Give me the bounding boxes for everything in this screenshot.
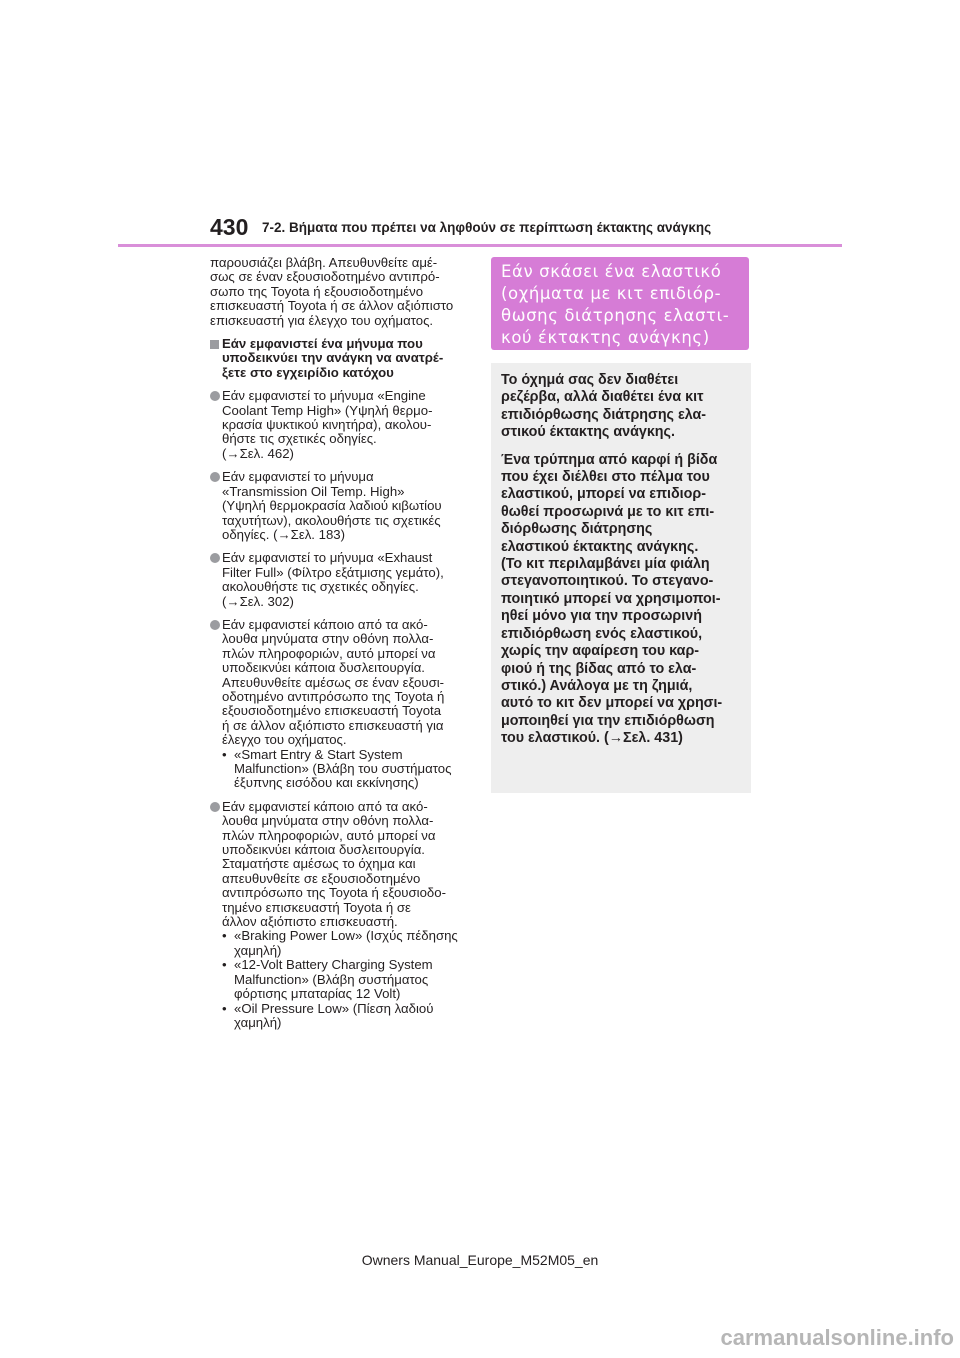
round-bullet-icon	[210, 472, 220, 482]
section-heading	[210, 337, 472, 380]
info-box	[491, 363, 751, 793]
heading-line: ξετε στο εγχειρίδιο κατόχου	[222, 364, 394, 380]
info-line: φιού ή της βίδας από το ελα-	[501, 660, 697, 677]
bullet-line: (→Σελ. 302)	[222, 593, 294, 609]
info-line: στικό.) Ανάλογα με τη ζημιά,	[501, 677, 693, 694]
bullet-line: Σταματήστε αμέσως το όχημα και	[222, 856, 416, 872]
sub-bullet-item	[222, 748, 472, 791]
bullet-line: τημένο επισκευαστή Toyota ή σε	[222, 899, 411, 915]
bullet-line: πλών πληροφοριών, αυτό μπορεί να	[222, 827, 436, 843]
bullet-line: ταχυτήτων), ακολουθήστε τις σχετικές	[222, 512, 441, 528]
round-bullet-icon	[210, 802, 220, 812]
info-line: (Το κιτ περιλαμβάνει μία φιάλη	[501, 556, 710, 573]
info-line: ηθεί μόνο για την προσωρινή	[501, 608, 702, 625]
sub-bullet-item	[222, 1002, 472, 1031]
header-rule	[118, 244, 842, 247]
bullet-line: Απευθυνθείτε αμέσως σε έναν εξουσι-	[222, 674, 445, 690]
bullet-line: έλεγχο του οχήματος.	[222, 732, 347, 748]
intro-paragraph	[210, 256, 472, 328]
info-line: επιδιόρθωσης διάτρησης ελα-	[501, 406, 707, 423]
bullet-line: Coolant Temp High» (Υψηλή θερμο-	[222, 402, 433, 418]
sub-bullet-item	[222, 958, 472, 1001]
bullet-line: Εάν εμφανιστεί το μήνυμα «Exhaust	[222, 550, 433, 566]
intro-line: παρουσιάζει βλάβη. Απευθυνθείτε αμέ-	[210, 255, 438, 270]
bullet-line: οδοτημένο αντιπρόσωπο της Toyota ή	[222, 688, 445, 704]
page-number: 430	[210, 214, 249, 240]
bullet-item	[210, 618, 472, 791]
intro-line: σως σε έναν εξουσιοδοτημένο αντιπρό-	[210, 269, 440, 285]
sub-bullet-marker: •	[222, 746, 227, 762]
bullet-line: (Υψηλή θερμοκρασία λαδιού κιβωτίου	[222, 498, 442, 514]
info-line: μοποιηθεί για την επιδιόρθωση	[501, 712, 715, 729]
bullet-line: (→Σελ. 462)	[222, 445, 294, 461]
info-line: που έχει διέλθει στο πέλμα του	[501, 469, 710, 486]
sub-bullet-marker: •	[222, 1000, 227, 1016]
bullet-line: εξουσιοδοτημένο επισκευαστή Toyota	[222, 703, 442, 719]
sub-bullet-line: Malfunction» (Βλάβη συστήματος	[234, 971, 429, 987]
banner-line: κού έκτακτης ανάγκης)	[501, 328, 710, 347]
info-line: διόρθωσης διάτρησης	[501, 521, 653, 538]
bullet-line: οδηγίες. (→Σελ. 183)	[222, 526, 346, 542]
footer-manual-id: Owners Manual_Europe_M52M05_en	[361, 1252, 599, 1268]
bullet-line: ή σε άλλον αξιόπιστο επισκευαστή για	[222, 717, 444, 733]
info-line: Το όχημά σας δεν διαθέτει	[501, 372, 679, 388]
sub-bullet-line: «Braking Power Low» (Ισχύς πέδησης	[234, 928, 458, 944]
bullet-line: ακολουθήστε τις σχετικές οδηγίες.	[222, 579, 419, 595]
heading-line: υποδεικνύει την ανάγκη να ανατρέ-	[222, 350, 444, 366]
bullet-line: κρασία ψυκτικού κινητήρα), ακολου-	[222, 417, 432, 433]
bullet-line: Εάν εμφανιστεί το μήνυμα	[222, 469, 374, 485]
bullet-line: υποδεικνύει κάποια δυσλειτουργία.	[222, 842, 425, 858]
bullet-line: Filter Full» (Φίλτρο εξάτμισης γεμάτο),	[222, 564, 444, 580]
sub-bullet-marker: •	[222, 928, 227, 944]
info-paragraph-1	[501, 372, 751, 442]
info-line: του ελαστικού. (→Σελ. 431)	[501, 730, 683, 747]
section-title: 7-2. Βήματα που πρέπει να ληφθούν σε περίπτωση έκτακτης ανάγκης	[262, 220, 712, 235]
info-line: ρεζέρβα, αλλά διαθέτει ένα κιτ	[501, 389, 704, 406]
info-paragraph-2	[501, 452, 751, 748]
info-line: χωρίς την αφαίρεση του καρ-	[501, 643, 700, 660]
sub-bullet-item	[222, 929, 472, 958]
sub-bullet-line: έξυπνης εισόδου και εκκίνησης)	[234, 775, 419, 791]
info-line: θωθεί προσωρινά με το κιτ επι-	[501, 503, 715, 520]
sub-bullet-line: «Oil Pressure Low» (Πίεση λαδιού	[234, 1000, 434, 1016]
bullet-line: υποδεικνύει κάποια δυσλειτουργία.	[222, 660, 425, 676]
bullet-item	[210, 389, 472, 461]
sub-bullet-line: χαμηλή)	[234, 1014, 282, 1030]
bullet-line: λουθα μηνύματα στην οθόνη πολλα-	[222, 631, 434, 647]
bullet-line: αντιπρόσωπο της Toyota ή εξουσιοδο-	[222, 885, 446, 901]
bullet-line: Εάν εμφανιστεί κάποιο από τα ακό-	[222, 798, 428, 814]
sub-bullet-line: φόρτισης μπαταρίας 12 Volt)	[234, 986, 401, 1002]
info-line: επιδιόρθωση ενός ελαστικού,	[501, 625, 703, 642]
banner-line: θωσης διάτρησης ελαστι-	[501, 306, 730, 325]
round-bullet-icon	[210, 620, 220, 630]
sub-bullet-line: χαμηλή)	[234, 942, 282, 958]
bullet-item	[210, 800, 472, 1031]
bullet-line: άλλον αξιόπιστο επισκευαστή.	[222, 914, 398, 930]
banner-line: Εάν σκάσει ένα ελαστικό	[501, 262, 722, 281]
bullet-item	[210, 551, 472, 609]
sub-bullet-marker: •	[222, 957, 227, 973]
sub-bullet-line: «Smart Entry & Start System	[234, 746, 403, 762]
left-column	[210, 256, 472, 1039]
watermark: carmanualsonline.info	[720, 1325, 954, 1350]
bullet-line: «Transmission Oil Temp. High»	[222, 483, 405, 499]
bullet-line: Εάν εμφανιστεί κάποιο από τα ακό-	[222, 616, 428, 632]
bullet-line: Εάν εμφανιστεί το μήνυμα «Engine	[222, 388, 426, 404]
bullet-line: απευθυνθείτε σε εξουσιοδοτημένο	[222, 870, 421, 886]
intro-line: σωπο της Toyota ή εξουσιοδοτημένο	[210, 283, 424, 299]
bullet-item	[210, 470, 472, 542]
intro-line: επισκευαστή για έλεγχο του οχήματος.	[210, 312, 434, 328]
banner-line: (οχήματα με κιτ επιδιόρ-	[501, 284, 722, 303]
heading-line: Εάν εμφανιστεί ένα μήνυμα που	[222, 336, 423, 352]
bullet-line: λουθα μηνύματα στην οθόνη πολλα-	[222, 813, 434, 829]
bullet-list	[210, 389, 472, 1030]
info-line: Ένα τρύπημα από καρφί ή βίδα	[501, 451, 718, 468]
section-banner	[491, 257, 749, 350]
intro-line: επισκευαστή Toyota ή σε άλλον αξιόπιστο	[210, 298, 454, 314]
info-line: ελαστικού έκτακτης ανάγκης.	[501, 538, 699, 555]
sub-bullet-line: Malfunction» (Βλάβη του συστήματος	[234, 761, 452, 776]
info-line: αυτό το κιτ δεν μπορεί να χρησι-	[501, 695, 723, 712]
info-line: στεγανοποιητικού. Το στεγανο-	[501, 573, 714, 590]
sub-bullet-line: «12-Volt Battery Charging System	[234, 957, 433, 973]
bullet-line: θήστε τις σχετικές οδηγίες.	[222, 431, 377, 447]
paragraph-gap	[501, 442, 751, 452]
info-line: ποιητικό μπορεί να χρησιμοποι-	[501, 590, 721, 607]
info-line: στικού έκτακτης ανάγκης.	[501, 424, 675, 441]
bullet-line: πλών πληροφοριών, αυτό μπορεί να	[222, 645, 436, 661]
square-bullet-icon	[210, 340, 219, 349]
round-bullet-icon	[210, 391, 220, 401]
round-bullet-icon	[210, 553, 220, 563]
info-line: ελαστικού, μπορεί να επιδιορ-	[501, 486, 706, 503]
